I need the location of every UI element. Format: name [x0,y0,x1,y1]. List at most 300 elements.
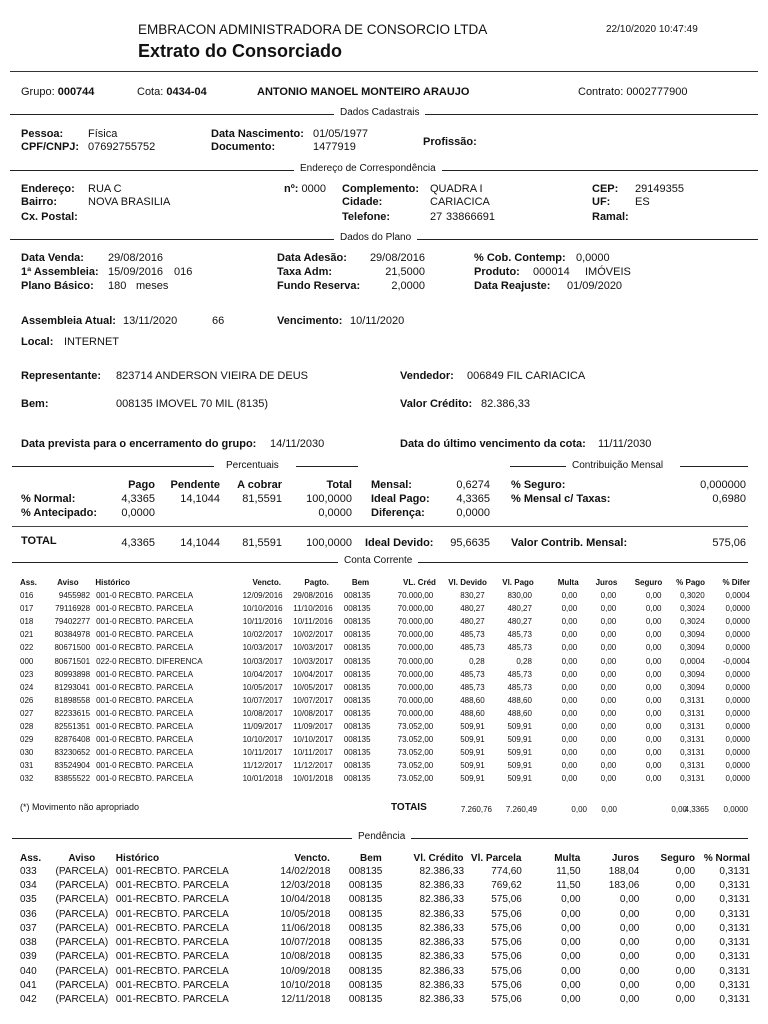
col-vl-pago: Vl. Pago [502,577,534,587]
cell-vl-pago: 485,73 [507,682,532,692]
print-datetime: 22/10/2020 10:47:49 [606,24,698,35]
cell-vl-devido: 480,27 [460,604,485,614]
cell-seguro: 0,00 [675,980,696,992]
cell-multa: 0,00 [561,721,578,731]
cell-vl-cred: 70.000,00 [397,617,434,627]
col-multa: Multa [557,577,579,587]
table-row [20,628,750,641]
cell-vl-devido: 488,60 [460,708,485,718]
cell-bem: 008135 [343,604,371,614]
cell-historico: RECBTO. PARCELA [118,774,194,784]
cidade-label: Cidade: [342,196,383,208]
cell-historico: RECBTO. PARCELA [118,708,194,718]
cell-pct-pago: 0,3131 [680,695,705,705]
cell-vl-devido: 485,73 [460,630,485,640]
numero-label: nº: [284,183,299,195]
cell-multa: 11,50 [556,865,581,877]
cell-pct-normal: 0,3131 [719,980,750,992]
ultimo-vencimento-value: 11/11/2030 [598,438,652,450]
endereco-value: RUA C [88,183,122,195]
col-juros: Juros [595,577,618,587]
encerramento-value: 14/11/2030 [270,438,325,450]
cell-seguro: 0,00 [675,937,696,949]
vencimento-label: Vencimento: [277,315,343,327]
cell-vl-parcela: 575,06 [491,980,522,992]
cell-vl-cred: 70.000,00 [397,591,434,601]
cell-bem: 008135 [348,937,383,949]
cell-pct-difer: 0,0000 [725,669,750,679]
cell-vl-cred: 70.000,00 [397,656,434,666]
cell-pct-difer: 0,0000 [725,721,750,731]
cell-historico: 001-RECBTO. PARCELA [115,894,229,906]
plano-basico-label: Plano Básico: [21,280,94,292]
cell-juros: 0,00 [600,669,617,679]
cell-ass: 023 [20,669,34,679]
cell-multa: 0,00 [561,965,581,977]
cell-bem: 008135 [343,774,371,784]
section-rule [296,466,358,467]
table-row [20,950,750,964]
cell-vl-credito: 82.386,33 [419,951,465,963]
cell-vl-credito: 82.386,33 [419,879,465,891]
numero-value: 0000 [301,183,326,195]
cell-vl-pago: 485,73 [507,669,532,679]
cell-pagto: 11/12/2017 [293,761,333,771]
cell-cod: 001-0 [96,682,117,692]
cell-bem: 008135 [348,879,383,891]
cell-aviso: 80671501 [54,656,91,666]
section-dados-cadastrais: Dados Cadastrais [334,107,425,118]
cell-cod: 001-0 [96,604,117,614]
cell-pct-pago: 0,3020 [680,591,705,601]
col-pago: Pago [128,479,155,491]
cell-seguro: 0,00 [675,922,696,934]
contrato-field [578,86,688,98]
cell-vl-cred: 70.000,00 [397,682,434,692]
table-row [20,615,750,628]
cell-aviso: 79116928 [55,604,91,614]
mensal-taxas-value: 0,6980 [712,493,746,505]
cell-pct-difer: 0,0000 [725,735,750,745]
cell-pct-difer: 0,0000 [725,774,750,784]
cell-aviso: (PARCELA) [55,908,109,920]
cell-juros: 0,00 [600,630,617,640]
col-vencto: Vencto. [294,852,330,864]
primeira-assembleia-label: 1ª Assembleia: [21,266,99,278]
cell-aviso: (PARCELA) [55,894,109,906]
cell-vl-devido: 830,27 [460,591,485,601]
cell-ass: 028 [20,721,34,731]
produto-label: Produto: [474,266,520,278]
col-ass: Ass. [20,577,37,587]
cell-cod: 001-0 [96,708,117,718]
seguro-label: % Seguro: [511,479,566,491]
contrato-label: Contrato: [578,86,624,98]
cell-pct-normal: 0,3131 [719,922,750,934]
col-bem: Bem [360,852,382,864]
cell-vencto: 10/03/2017 [242,643,283,653]
cell-seguro: 0,00 [645,669,662,679]
data-adesao-label: Data Adesão: [277,252,347,264]
cell-historico: RECBTO. PARCELA [118,735,194,745]
cell-aviso: (PARCELA) [55,879,109,891]
uf-label: UF: [592,196,611,208]
totais-seguro: 0,00 [671,805,687,814]
cell-cod: 001-0 [96,617,117,627]
table-row [20,864,750,878]
cell-multa: 0,00 [561,630,578,640]
cell-historico: RECBTO. PARCELA [118,721,194,731]
cell-multa: 0,00 [561,682,578,692]
table-row [20,878,750,892]
cell-pagto: 11/10/2016 [293,604,333,614]
cell-vl-credito: 82.386,33 [419,980,465,992]
cell-historico: 001-RECBTO. PARCELA [115,994,229,1006]
cell-seguro: 0,00 [675,908,696,920]
cell-pct-difer: 0,0000 [725,604,750,614]
cell-aviso: (PARCELA) [55,951,109,963]
cell-juros: 0,00 [600,774,617,784]
cell-pct-normal: 0,3131 [719,879,750,891]
cell-cod: 001-0 [96,735,117,745]
cell-multa: 0,00 [561,894,581,906]
total-label: TOTAL [21,535,57,547]
cell-multa: 0,00 [561,617,578,627]
mensal-taxas-label: % Mensal c/ Taxas: [511,493,611,505]
cell-bem: 008135 [343,695,371,705]
cell-pagto: 10/02/2017 [292,630,333,640]
cell-vencto: 10/04/2018 [280,894,331,906]
cell-vl-cred: 70.000,00 [397,630,434,640]
grupo-label: Grupo: [21,86,55,98]
cell-bem: 008135 [348,965,383,977]
col-pct-difer: % Difer [722,577,750,587]
cell-vl-credito: 82.386,33 [419,922,465,934]
cell-vl-cred: 70.000,00 [397,669,434,679]
cell-vencto: 11/12/2017 [242,761,283,771]
cell-pct-normal: 0,3131 [719,965,750,977]
cell-historico: RECBTO. PARCELA [118,604,194,614]
col-pendente: Pendente [170,479,220,491]
nascimento-value: 01/05/1977 [313,128,369,140]
col-multa: Multa [554,852,581,864]
cell-pct-pago: 0,3131 [680,774,705,784]
cell-ass: 039 [20,951,37,963]
fundo-reserva-value: 2,0000 [391,280,425,292]
cell-juros: 0,00 [619,980,640,992]
cell-multa: 0,00 [561,994,581,1006]
cell-vl-pago: 509,91 [507,761,532,771]
cell-vencto: 10/07/2017 [242,695,283,705]
cell-ass: 017 [20,604,34,614]
cell-vencto: 14/02/2018 [280,865,331,877]
cell-bem: 008135 [343,682,371,692]
cell-seguro: 0,00 [675,994,696,1006]
cell-vl-pago: 509,91 [507,774,532,784]
cell-pct-pago: 0,3131 [680,721,705,731]
cell-seguro: 0,00 [645,604,662,614]
cell-vl-devido: 480,27 [460,617,485,627]
representante-value: 823714 ANDERSON VIEIRA DE DEUS [116,370,308,382]
cell-historico: RECBTO. DIFERENCA [118,656,203,666]
cell-vencto: 10/07/2018 [280,937,331,949]
cell-vl-parcela: 575,06 [491,922,522,934]
cell-vl-pago: 485,73 [507,643,532,653]
cell-juros: 0,00 [600,604,617,614]
plano-basico-value: 180 [108,280,127,292]
cell-juros: 0,00 [600,761,617,771]
cell-seguro: 0,00 [645,617,662,627]
cell-seguro: 0,00 [645,721,662,731]
cell-seguro: 0,00 [645,735,662,745]
cell-cod: 001-0 [96,630,117,640]
bairro-label: Bairro: [21,196,58,208]
encerramento-label: Data prevista para o encerramento do grupo: [21,438,257,450]
col-a-cobrar: A cobrar [237,479,282,491]
cell-bem: 008135 [348,994,383,1006]
cell-ass: 026 [20,695,34,705]
cell-vl-credito: 82.386,33 [419,894,465,906]
normal-label: % Normal: [21,493,76,505]
cell-aviso: (PARCELA) [55,965,109,977]
cell-pct-normal: 0,3131 [719,894,750,906]
section-rule [12,466,214,467]
col-pagto: Pagto. [304,577,329,587]
conta-corrente-table [20,589,750,785]
cell-aviso: (PARCELA) [55,865,109,877]
cell-vl-cred: 70.000,00 [397,695,434,705]
cell-bem: 008135 [343,591,371,601]
cell-vl-parcela: 769,62 [491,879,522,891]
pessoa-value: Física [88,128,118,140]
cell-vl-parcela: 575,06 [491,937,522,949]
vendedor-label: Vendedor: [400,370,454,382]
local-value: INTERNET [64,336,119,348]
cell-aviso: 79402277 [54,617,91,627]
cell-historico: RECBTO. PARCELA [118,630,194,640]
cell-bem: 008135 [348,951,383,963]
cell-cod: 001-0 [96,591,117,601]
cell-ass: 000 [20,656,34,666]
cell-vl-devido: 509,91 [460,735,485,745]
grupo-value: 000744 [57,86,95,98]
cell-multa: 0,00 [561,937,581,949]
cell-vl-devido: 509,91 [460,761,485,771]
cell-vl-parcela: 774,60 [491,865,522,877]
cell-juros: 0,00 [600,682,617,692]
col-juros: Juros [611,852,640,864]
valor-credito-value: 82.386,33 [481,398,530,410]
cell-vl-parcela: 575,06 [491,951,522,963]
cell-vencto: 10/05/2018 [280,908,331,920]
primeira-assembleia-value: 15/09/2016 [108,266,164,278]
cell-juros: 0,00 [619,994,640,1006]
col-vl-devido: Vl. Devido [448,577,487,587]
assembleia-atual-value: 13/11/2020 [123,315,178,327]
cell-ass: 035 [20,894,37,906]
cell-ass: 033 [20,865,37,877]
cell-pct-difer: 0,0000 [725,695,750,705]
cell-pct-pago: 0,0004 [680,656,705,666]
cell-vencto: 10/10/2018 [280,980,331,992]
cell-bem: 008135 [343,748,371,758]
cell-cod: 001-0 [96,761,117,771]
cell-bem: 008135 [348,922,383,934]
cell-bem: 008135 [343,630,371,640]
cell-multa: 0,00 [561,708,578,718]
diferenca-label: Diferença: [371,507,425,519]
cell-historico: RECBTO. PARCELA [118,695,194,705]
cell-seguro: 0,00 [675,879,696,891]
cell-pct-pago: 0,3131 [680,735,705,745]
bem-value: 008135 IMOVEL 70 MIL (8135) [116,398,269,410]
documento-label: Documento: [211,141,276,153]
cell-pagto: 10/01/2018 [292,774,333,784]
cell-multa: 0,00 [561,656,578,666]
cell-historico: RECBTO. PARCELA [118,682,194,692]
cell-pagto: 11/09/2017 [293,721,333,731]
cell-vencto: 10/03/2017 [242,656,283,666]
cell-pagto: 10/11/2017 [293,748,333,758]
cell-seguro: 0,00 [675,894,696,906]
cell-aviso: (PARCELA) [55,980,109,992]
cell-cod: 001-0 [96,669,117,679]
cell-cod: 022-0 [96,656,117,666]
cell-bem: 008135 [343,761,371,771]
conta-corrente-header [20,576,750,588]
cell-juros: 0,00 [600,643,617,653]
cell-aviso: 82876408 [54,735,91,745]
cell-bem: 008135 [348,894,383,906]
table-row [20,589,750,602]
cpf-label: CPF/CNPJ: [21,141,80,153]
mensal-value: 0,6274 [456,479,490,491]
cell-vl-cred: 73.052,00 [397,761,434,771]
cell-seguro: 0,00 [645,695,662,705]
cell-vl-parcela: 575,06 [491,965,522,977]
primeira-assembleia-num: 016 [174,266,193,278]
ideal-devido-value: 95,6635 [450,537,490,549]
data-reajuste-value: 01/09/2020 [567,280,623,292]
cell-ass: 022 [20,643,34,653]
diferenca-value: 0,0000 [456,507,490,519]
cell-juros: 0,00 [619,922,640,934]
cell-aviso: 80671500 [54,643,91,653]
representante-label: Representante: [21,370,102,382]
cell-seguro: 0,00 [645,656,662,666]
cell-vl-parcela: 575,06 [491,994,522,1006]
cell-vl-cred: 73.052,00 [397,735,434,745]
table-row [20,759,750,772]
table-row [20,893,750,907]
cell-aviso: 80993898 [54,669,91,679]
cell-vencto: 10/04/2017 [242,669,283,679]
cell-ass: 042 [20,994,37,1006]
cell-vl-cred: 70.000,00 [397,643,434,653]
ddd-value: 27 [430,211,443,223]
cell-bem: 008135 [343,617,371,627]
cell-juros: 0,00 [619,951,640,963]
cell-vl-cred: 73.052,00 [397,748,434,758]
cell-aviso: 9455982 [58,591,91,601]
cell-aviso: 81898558 [54,695,91,705]
cell-juros: 0,00 [600,735,617,745]
cell-juros: 0,00 [619,965,640,977]
cell-vl-devido: 485,73 [460,682,485,692]
cell-bem: 008135 [343,735,371,745]
cell-historico: RECBTO. PARCELA [118,591,194,601]
cell-vencto: 11/06/2018 [281,922,331,934]
cell-juros: 0,00 [600,656,617,666]
cell-aviso: (PARCELA) [55,937,109,949]
table-row [20,935,750,949]
cell-ass: 021 [20,630,34,640]
ramal-label: Ramal: [592,211,629,223]
section-conta-corrente: Conta Corrente [338,555,418,566]
cell-vencto: 10/10/2017 [242,735,283,745]
cell-pct-difer: 0,0000 [725,708,750,718]
cidade-value: CARIACICA [430,196,490,208]
cx-postal-label: Cx. Postal: [21,211,78,223]
cell-seguro: 0,00 [675,865,696,877]
cell-pct-pago: 0,3094 [680,630,705,640]
cell-vl-parcela: 575,06 [491,908,522,920]
col-vl-parcela: Vl. Parcela [470,852,522,864]
cell-pagto: 10/03/2017 [292,643,333,653]
cell-pagto: 10/10/2017 [292,735,333,745]
table-row [20,733,750,746]
cell-vl-parcela: 575,06 [491,894,522,906]
cell-historico: 001-RECBTO. PARCELA [115,879,229,891]
cell-pct-difer: 0,0000 [725,682,750,692]
cell-vl-devido: 509,91 [460,774,485,784]
fundo-reserva-label: Fundo Reserva: [277,280,361,292]
cell-cod: 001-0 [96,748,117,758]
table-row [20,668,750,681]
valor-credito-label: Valor Crédito: [400,398,473,410]
cell-pagto: 10/04/2017 [292,669,333,679]
profissao-label: Profissão: [423,136,477,148]
cell-multa: 11,50 [556,879,581,891]
vencimento-value: 10/11/2020 [350,315,405,327]
cob-contemp-label: % Cob. Contemp: [474,252,566,264]
totais-label: TOTAIS [391,802,427,813]
cell-aviso: (PARCELA) [55,922,109,934]
cell-ass: 027 [20,708,34,718]
endereco-label: Endereço: [21,183,75,195]
cell-vl-pago: 480,27 [507,604,532,614]
antecipado-pago: 0,0000 [121,507,155,519]
cell-cod: 001-0 [96,721,117,731]
cell-vl-devido: 0,28 [469,656,485,666]
contrib-mensal-label: Valor Contrib. Mensal: [511,537,628,549]
grupo-field [21,86,94,98]
ideal-devido-label: Ideal Devido: [365,537,434,549]
table-row [20,772,750,785]
cell-ass: 034 [20,879,37,891]
cell-pct-difer: 0,0000 [725,643,750,653]
cell-ass: 029 [20,735,34,745]
contrato-value: 0002777900 [626,86,688,98]
cell-historico: 001-RECBTO. PARCELA [115,965,229,977]
totais-pct-difer: 0,0000 [723,805,748,814]
table-row [20,720,750,733]
cell-vencto: 12/03/2018 [280,879,331,891]
cell-aviso: 83230652 [54,748,91,758]
normal-pendente: 14,1044 [180,493,220,505]
cell-seguro: 0,00 [645,748,662,758]
section-pendencia: Pendência [352,831,411,842]
